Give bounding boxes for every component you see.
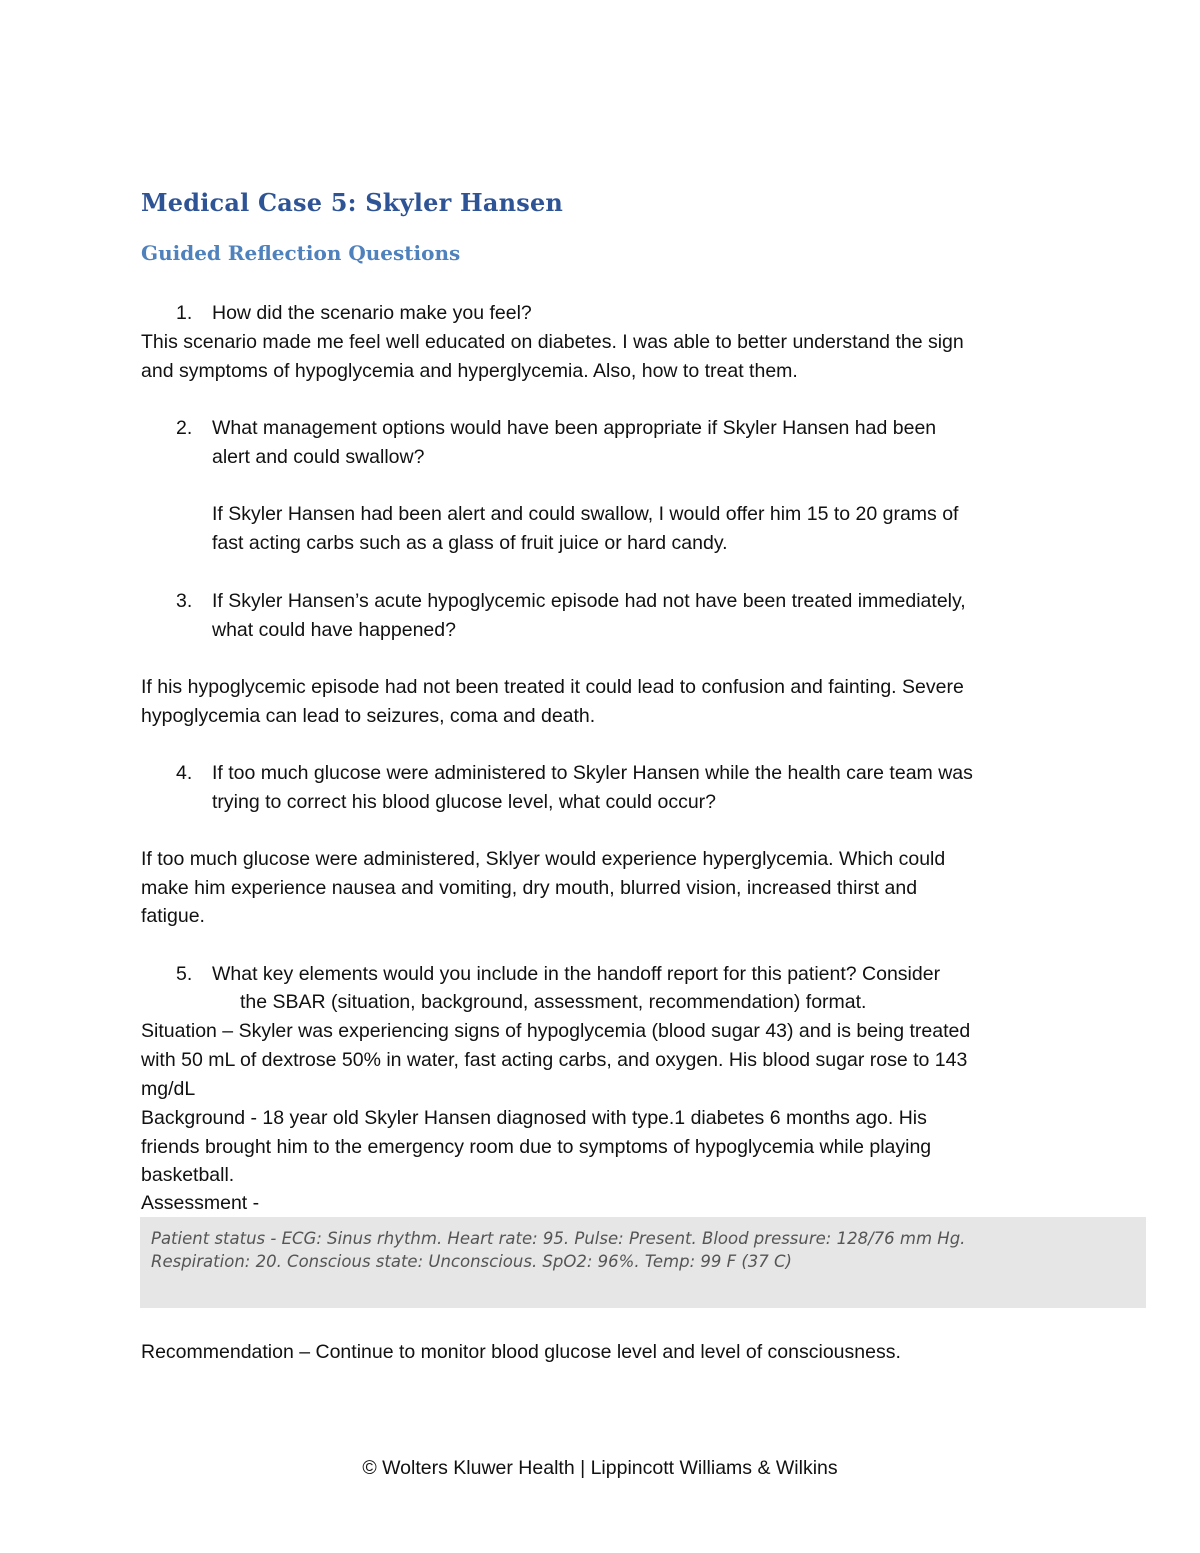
assessment-label: Assessment - <box>141 1192 260 1214</box>
patient-status-line-1: Patient status - ECG: Sinus rhythm. Heart rate: 95. Pulse: Present. Blood pressure: 128/76 mm Hg. <box>151 1229 966 1248</box>
situation-line-1: Situation – Skyler was experiencing signs of hypoglycemia (blood sugar 43) and is being treated <box>141 1020 971 1042</box>
answer-3-line-1: If his hypoglycemic episode had not been treated it could lead to confusion and fainting. Severe <box>141 676 964 698</box>
question-text: alert and could swallow? <box>212 446 425 468</box>
answer-4-line-2: make him experience nausea and vomiting, dry mouth, blurred vision, increased thirst and <box>141 877 918 899</box>
question-2 <box>176 414 1076 472</box>
question-text: the SBAR (situation, background, assessment, recommendation) format. <box>240 991 867 1013</box>
answer-1-line-1: This scenario made me feel well educated on diabetes. I was able to better understand the sign <box>141 331 964 353</box>
question-text: If Skyler Hansen’s acute hypoglycemic episode had not have been treated immediately, <box>212 590 966 612</box>
answer-1-line-2: and symptoms of hypoglycemia and hyperglycemia. Also, how to treat them. <box>141 360 798 382</box>
situation-line-2: with 50 mL of dextrose 50% in water, fast acting carbs, and oxygen. His blood sugar rose to 143 <box>141 1049 968 1071</box>
question-number: 1. <box>176 302 193 324</box>
patient-status-box <box>140 1217 1146 1308</box>
answer-3-line-2: hypoglycemia can lead to seizures, coma and death. <box>141 705 596 727</box>
question-text: If too much glucose were administered to Skyler Hansen while the health care team was <box>212 762 973 784</box>
question-text: How did the scenario make you feel? <box>212 302 532 324</box>
question-number: 3. <box>176 590 193 612</box>
page-title: Medical Case 5: Skyler Hansen <box>141 188 564 217</box>
question-text: what could have happened? <box>212 619 456 641</box>
question-4 <box>176 759 1076 817</box>
question-3 <box>176 587 1076 645</box>
recommendation: Recommendation – Continue to monitor blood glucose level and level of consciousness. <box>141 1341 901 1363</box>
background-line-3: basketball. <box>141 1164 235 1186</box>
question-number: 2. <box>176 417 193 439</box>
situation-line-3: mg/dL <box>141 1078 196 1100</box>
answer-4-line-3: fatigue. <box>141 905 205 927</box>
answer-2-line-1: If Skyler Hansen had been alert and could swallow, I would offer him 15 to 20 grams of <box>212 503 959 525</box>
question-text: trying to correct his blood glucose level, what could occur? <box>212 791 717 813</box>
answer-2-line-2: fast acting carbs such as a glass of fruit juice or hard candy. <box>212 532 728 554</box>
patient-status-line-2: Respiration: 20. Conscious state: Unconscious. SpO2: 96%. Temp: 99 F (37 C) <box>151 1252 792 1271</box>
answer-4-line-1: If too much glucose were administered, Sklyer would experience hyperglycemia. Which could <box>141 848 946 870</box>
background-line-2: friends brought him to the emergency room due to symptoms of hypoglycemia while playing <box>141 1136 932 1158</box>
background-line-1: Background - 18 year old Skyler Hansen diagnosed with type.1 diabetes 6 months ago. His <box>141 1107 927 1129</box>
question-number: 4. <box>176 762 193 784</box>
question-1 <box>176 299 1076 328</box>
question-5 <box>176 960 1076 1018</box>
copyright-footer: © Wolters Kluwer Health | Lippincott Williams & Wilkins <box>362 1457 838 1479</box>
question-number: 5. <box>176 963 193 985</box>
question-text: What key elements would you include in the handoff report for this patient? Consider <box>212 963 941 985</box>
section-heading: Guided Reflection Questions <box>141 241 461 265</box>
question-text: What management options would have been appropriate if Skyler Hansen had been <box>212 417 937 439</box>
